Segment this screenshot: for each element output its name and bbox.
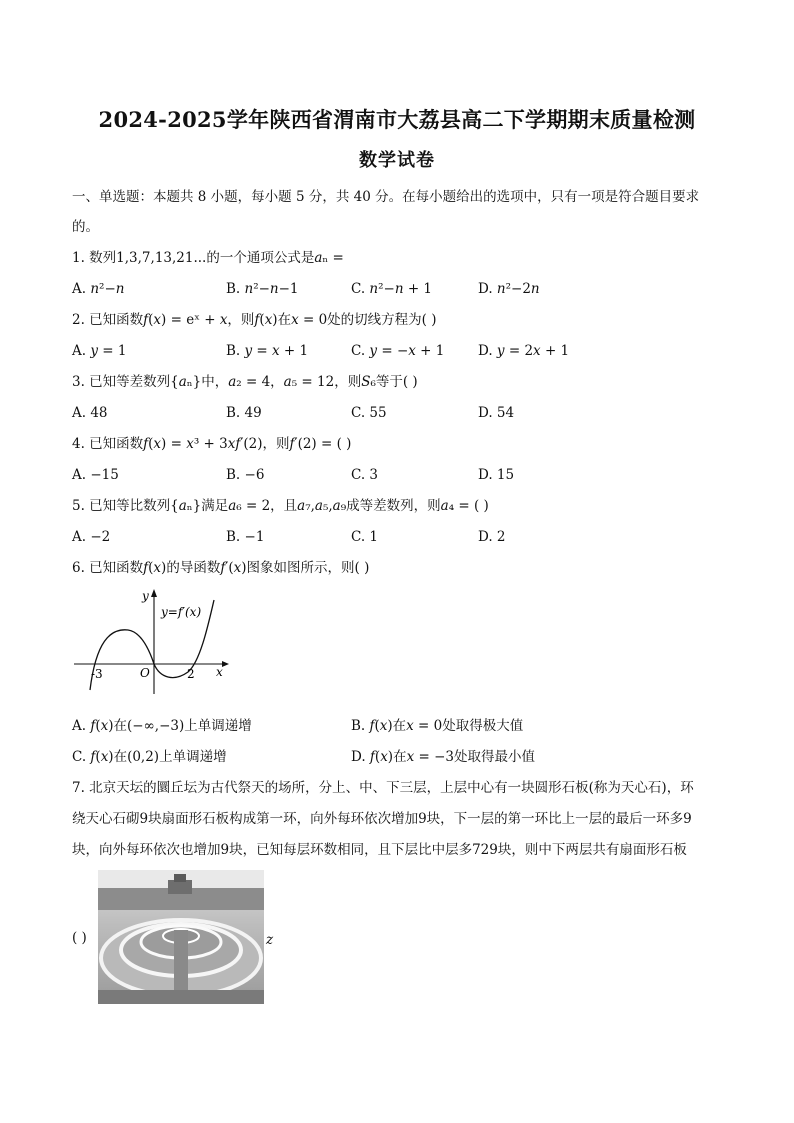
temple-photo-art bbox=[98, 870, 264, 1004]
y-axis-label: y bbox=[142, 589, 149, 603]
tick-label-right: 2 bbox=[187, 667, 195, 681]
x-axis-arrow bbox=[222, 661, 229, 667]
question-4-option-a: A. −15 bbox=[72, 467, 119, 483]
y-axis-arrow bbox=[151, 589, 157, 597]
question-6-option-a: A. 𝑓(𝑥)在(−∞,−3)上单调递增 bbox=[72, 718, 252, 734]
question-3-option-b: B. 49 bbox=[226, 405, 262, 421]
question-5-option-d: D. 2 bbox=[478, 529, 506, 545]
temple-of-heaven-photo bbox=[98, 870, 264, 1004]
question-2-stem: 2. 已知函数𝑓(𝑥) = eˣ + 𝑥，则𝑓(𝑥)在𝑥 = 0处的切线方程为( ) bbox=[72, 312, 437, 328]
question-1-option-a: A. 𝑛²−𝑛 bbox=[72, 281, 125, 297]
question-5-option-b: B. −1 bbox=[226, 529, 265, 545]
question-1-stem: 1. 数列1,3,7,13,21...的一个通项公式是𝑎ₙ = bbox=[72, 250, 344, 266]
question-6-option-b: B. 𝑓(𝑥)在𝑥 = 0处取得极大值 bbox=[351, 718, 524, 734]
question-5-option-c: C. 1 bbox=[351, 529, 379, 545]
exam-subtitle: 数学试卷 bbox=[359, 150, 435, 171]
question-4-option-c: C. 3 bbox=[351, 467, 379, 483]
question-6-option-d: D. 𝑓(𝑥)在𝑥 = −3处取得最小值 bbox=[351, 749, 535, 765]
question-1-option-b: B. 𝑛²−𝑛−1 bbox=[226, 281, 299, 297]
question-3-option-c: C. 55 bbox=[351, 405, 387, 421]
question-7-line3: 块，向外每环依次也增加9块，已知每层环数相同，且下层比中层多729块，则中下两层共有扇面形石板 bbox=[72, 842, 687, 858]
question-2-option-b: B. 𝑦 = 𝑥 + 1 bbox=[226, 343, 309, 359]
derivative-graph bbox=[70, 586, 230, 698]
question-3-option-d: D. 54 bbox=[478, 405, 515, 421]
curve-label: y=f′(x) bbox=[161, 605, 202, 619]
question-2-option-a: A. 𝑦 = 1 bbox=[72, 343, 127, 359]
question-4-stem: 4. 已知函数𝑓(𝑥) = 𝑥³ + 3𝑥𝑓′(2)，则𝑓′(2) = ( ) bbox=[72, 436, 352, 452]
question-1-option-d: D. 𝑛²−2𝑛 bbox=[478, 281, 540, 297]
question-7-answer-paren: ( ) bbox=[72, 930, 87, 946]
question-5-stem: 5. 已知等比数列{𝑎ₙ}满足𝑎₆ = 2，且𝑎₇,𝑎₅,𝑎₉成等差数列，则𝑎₄ = ( ) bbox=[72, 498, 489, 514]
exam-title: 2024-2025学年陕西省渭南市大荔县高二下学期期末质量检测 bbox=[98, 107, 696, 132]
question-3-stem: 3. 已知等差数列{𝑎ₙ}中，𝑎₂ = 4，𝑎₅ = 12，则𝑆₆等于( ) bbox=[72, 374, 418, 390]
question-3-option-a: A. 48 bbox=[72, 405, 108, 421]
question-5-option-a: A. −2 bbox=[72, 529, 111, 545]
section-intro-line2: 的。 bbox=[72, 219, 99, 235]
question-2-option-c: C. 𝑦 = −𝑥 + 1 bbox=[351, 343, 445, 359]
x-axis-label: x bbox=[216, 665, 223, 679]
question-4-option-b: B. −6 bbox=[226, 467, 265, 483]
question-6-option-c: C. 𝑓(𝑥)在(0,2)上单调递增 bbox=[72, 749, 227, 765]
origin-label: O bbox=[140, 666, 150, 680]
question-7-trailing-mark: z bbox=[266, 932, 274, 948]
question-2-option-d: D. 𝑦 = 2𝑥 + 1 bbox=[478, 343, 570, 359]
question-1-option-c: C. 𝑛²−𝑛 + 1 bbox=[351, 281, 433, 297]
question-6-stem: 6. 已知函数𝑓(𝑥)的导函数𝑓′(𝑥)图象如图所示，则( ) bbox=[72, 560, 370, 576]
question-7-line2: 绕天心石砌9块扇面形石板构成第一环，向外每环依次增加9块，下一层的第一环比上一层的最后一环多9 bbox=[72, 811, 692, 827]
question-4-option-d: D. 15 bbox=[478, 467, 515, 483]
question-7-line1: 7. 北京天坛的圜丘坛为古代祭天的场所，分上、中、下三层，上层中心有一块圆形石板(称为天心石)，环 bbox=[72, 780, 694, 796]
section-intro-line1: 一、单选题：本题共 8 小题，每小题 5 分，共 40 分。在每小题给出的选项中，只有一项是符合题目要求 bbox=[72, 189, 700, 205]
tick-label-left: -3 bbox=[91, 667, 103, 681]
